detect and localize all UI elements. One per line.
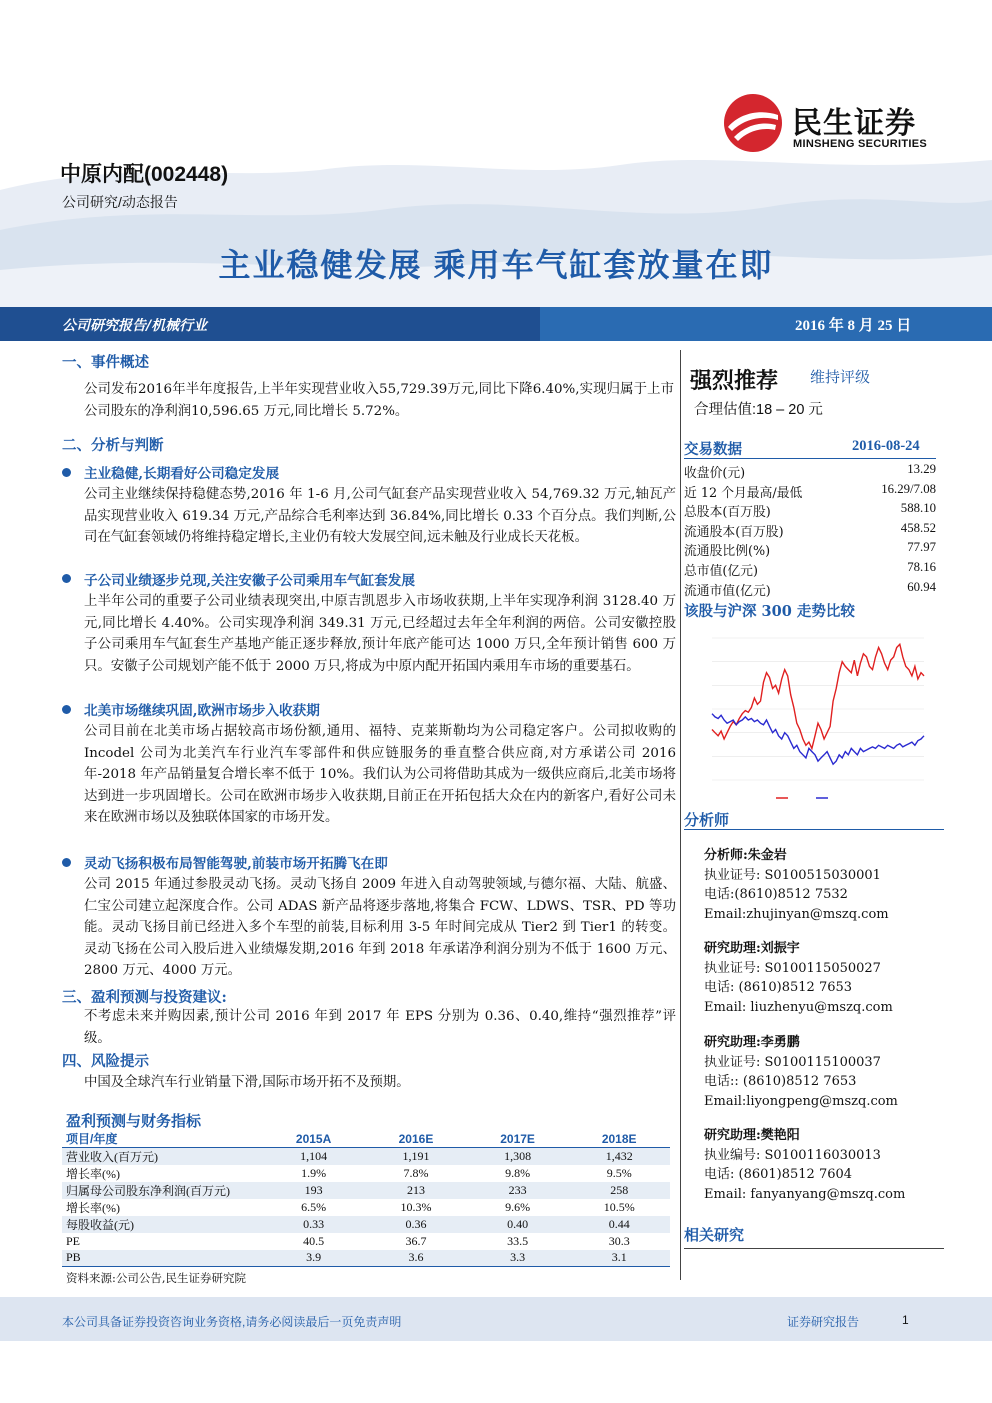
analyst-role: 研究助理:樊艳阳 xyxy=(704,1128,800,1143)
fair-value: 合理估值:18 – 20 元 xyxy=(694,402,823,418)
table-row xyxy=(62,1182,670,1199)
analyst-license: 执业证号: S0100115100037 xyxy=(704,1054,881,1070)
table-cell: 7.8% xyxy=(403,1166,429,1180)
logo-chinese-name: 民生证券 xyxy=(792,107,916,140)
table-cell: 1.9% xyxy=(301,1166,327,1180)
table-cell: 6.5% xyxy=(301,1200,327,1214)
table-cell: PE xyxy=(66,1233,81,1248)
page-number: 1 xyxy=(902,1313,909,1327)
table-cell: 1,432 xyxy=(568,1148,670,1166)
table-cell: 40.5 xyxy=(303,1233,325,1248)
analyst-block xyxy=(704,1126,905,1204)
trade-row-label: 近 12 个月最高/最低 xyxy=(684,485,803,501)
table-cell: 3.9 xyxy=(262,1250,365,1267)
table-header-cell: 2016E xyxy=(365,1130,467,1148)
analyst-role: 研究助理:刘振宇 xyxy=(704,941,800,956)
table-cell: 9.5% xyxy=(606,1166,632,1180)
analyst-phone: 电话: (8601)8512 7604 xyxy=(704,1167,853,1182)
trade-row-label: 流通股本(百万股) xyxy=(684,524,784,540)
rating-label: 强烈推荐 xyxy=(690,368,779,393)
table-cell: 归属母公司股东净利润(百万元) xyxy=(62,1182,262,1199)
table-row xyxy=(62,1250,670,1267)
table-row xyxy=(62,1216,670,1233)
company-name: 中原内配(002448) xyxy=(60,163,229,186)
table-cell: PB xyxy=(62,1250,262,1267)
trade-row xyxy=(684,540,936,560)
table-header-cell: 2017E xyxy=(467,1130,569,1148)
column-divider xyxy=(680,350,681,1280)
analyst-block xyxy=(704,846,889,924)
table-cell: 1,308 xyxy=(467,1148,569,1166)
analyst-phone: 电话:(8610)8512 7532 xyxy=(704,887,848,902)
analyst-block xyxy=(704,1033,898,1111)
analyst-email: Email: fanyanyang@mszq.com xyxy=(704,1186,906,1202)
analyst-license: 执业证号: S0100515030001 xyxy=(704,867,881,883)
trade-row-value: 78.16 xyxy=(907,560,936,574)
table-cell: 10.3% xyxy=(400,1200,432,1214)
table-cell: 营业收入(百万元) xyxy=(62,1148,262,1166)
table-cell: 0.44 xyxy=(568,1216,670,1233)
trade-data-date: 2016-08-24 xyxy=(852,438,920,454)
table-row xyxy=(62,1233,670,1250)
trade-row-value: 458.52 xyxy=(900,520,936,535)
table-row xyxy=(62,1199,670,1216)
analyst-phone: 电话: (8610)8512 7653 xyxy=(704,980,853,995)
table-cell: 36.7 xyxy=(405,1233,427,1248)
table-cell: 213 xyxy=(365,1182,467,1199)
analyst-section-title: 分析师 xyxy=(684,811,730,829)
analyst-role: 分析师:朱金岩 xyxy=(704,848,787,863)
bullet-dot xyxy=(62,574,71,583)
table-row xyxy=(62,1148,670,1166)
trade-row xyxy=(684,580,936,600)
table-cell: 1,191 xyxy=(365,1148,467,1166)
trade-row xyxy=(684,521,936,541)
chart-background xyxy=(688,630,936,810)
trade-row-value: 13.29 xyxy=(907,462,936,476)
trade-row-label: 总股本(百万股) xyxy=(684,505,771,521)
table-source: 资料来源:公司公告,民生证券研究院 xyxy=(66,1271,247,1285)
table-cell: 258 xyxy=(568,1182,670,1199)
trade-row xyxy=(684,482,936,502)
analyst-license: 执业证号: S0100115050027 xyxy=(704,960,881,976)
table-cell: 3.3 xyxy=(467,1250,569,1267)
bullet-2-title: 子公司业绩逐步兑现,关注安徽子公司乘用车气缸套发展 xyxy=(84,573,415,589)
analyst-email: Email:liyongpeng@mszq.com xyxy=(704,1093,898,1109)
table-cell: 0.40 xyxy=(467,1216,569,1233)
financial-table xyxy=(62,1130,670,1267)
trade-data-title: 交易数据 xyxy=(684,441,742,458)
table-row xyxy=(62,1165,670,1182)
analyst-block xyxy=(704,939,893,1017)
table-header-row xyxy=(62,1130,670,1148)
bullet-dot xyxy=(62,705,71,714)
table-cell: 10.5% xyxy=(603,1200,635,1214)
report-date: 2016 年 8 月 25 日 xyxy=(795,318,912,334)
trade-row-value: 60.94 xyxy=(907,579,936,594)
bullet-2-paragraph: 上半年公司的重要子公司业绩表现突出,中原吉凯恩步入市场收获期,上半年实现净利润 3128.40 万元,同比增长 4.40%。公司实现净利润 349.31 万元,已经超过去年全年利润的两倍。公司安徽控股子公司乘用车气缸套生产基地产能正逐步释放,预计年底产能可达 1000 万只,全年预计销售 600 万只。安徽子公司规划产能不低于 2000 万只,将成为中原内配开拓国内乘用车市场的重要基石。 xyxy=(84,594,676,674)
bullet-3-paragraph: 公司目前在北美市场占据较高市场份额,通用、福特、克莱斯勒均为公司稳定客户。公司拟收购的 Incodel 公司为北美汽车行业汽车零部件和供应链服务的垂直整合供应商,对方承诺公司 2016 年-2018 年产品销量复合增长率不低于 10%。我们认为公司将借助其成为一级供应商后,北美市场将达到进一步巩固增长。公司在欧洲市场步入收获期,目前正在开拓包括大众在内的新客户,看好公司未来在欧洲市场以及独联体国家的市场开发。 xyxy=(84,724,676,825)
related-research-title: 相关研究 xyxy=(684,1226,745,1244)
chart-title: 该股与沪深 300 走势比较 xyxy=(684,603,855,620)
bullet-4-title: 灵动飞扬积极布局智能驾驶,前装市场开拓腾飞在即 xyxy=(84,856,388,872)
table-cell: 3.1 xyxy=(568,1250,670,1267)
trade-row-label: 流通股比例(%) xyxy=(684,544,771,560)
trade-row xyxy=(684,560,936,580)
section-4-title: 四、风险提示 xyxy=(62,1053,149,1070)
trade-row-value: 588.10 xyxy=(900,501,936,516)
trade-data-rule xyxy=(684,458,936,459)
table-cell: 33.5 xyxy=(507,1233,529,1248)
footer-disclaimer: 本公司具备证券投资咨询业务资格,请务必阅读最后一页免责声明 xyxy=(62,1315,402,1329)
table-title: 盈利预测与财务指标 xyxy=(66,1112,202,1130)
trade-row-label: 收盘价(元) xyxy=(684,466,746,481)
table-cell: 30.3 xyxy=(608,1233,630,1248)
analyst-rule xyxy=(684,829,944,830)
bullet-3-title: 北美市场继续巩固,欧洲市场步入收获期 xyxy=(84,703,320,719)
table-cell: 增长率(%) xyxy=(66,1167,120,1181)
bullet-1-title: 主业稳健,长期看好公司稳定发展 xyxy=(84,466,280,482)
analyst-email: Email: liuzhenyu@mszq.com xyxy=(704,999,893,1015)
table-cell: 193 xyxy=(262,1182,365,1199)
report-category: 公司研究报告/机械行业 xyxy=(62,318,208,334)
table-cell: 1,104 xyxy=(262,1148,365,1166)
section-3-title: 三、盈利预测与投资建议: xyxy=(62,989,227,1006)
table-cell: 0.33 xyxy=(262,1216,365,1233)
section-3-paragraph: 不考虑未来并购因素,预计公司 2016 年到 2017 年 EPS 分别为 0.36、0.40,维持“强烈推荐”评级。 xyxy=(84,1009,676,1046)
analyst-role: 研究助理:李勇鹏 xyxy=(704,1035,800,1050)
rating-maintain: 维持评级 xyxy=(810,369,871,386)
report-subtype: 公司研究/动态报告 xyxy=(62,194,178,210)
report-headline: 主业稳健发展 乘用车气缸套放量在即 xyxy=(218,247,774,283)
bullet-dot xyxy=(62,858,71,867)
trade-row-value: 16.29/7.08 xyxy=(881,481,936,496)
bullet-1-paragraph: 公司主业继续保持稳健态势,2016 年 1-6 月,公司气缸套产品实现营业收入 54,769.32 万元,轴瓦产品实现营业收入 619.34 万元,产品综合毛利率达到 36.84%,同比增长 0.33 个百分点。我们判断,公司在气缸套领域仍将维持稳定增长,主业仍有较大发展空间,远未触及行业成长天花板。 xyxy=(84,487,676,545)
table-cell: 9.8% xyxy=(505,1166,531,1180)
section-2-title: 二、分析与判断 xyxy=(62,437,164,454)
table-cell: 9.6% xyxy=(505,1200,531,1214)
trade-row-label: 流通市值(亿元) xyxy=(684,583,771,599)
trade-row xyxy=(684,501,936,521)
trade-row-label: 总市值(亿元) xyxy=(684,564,758,579)
bullet-4-paragraph: 公司 2015 年通过参股灵动飞扬。灵动飞扬自 2009 年进入自动驾驶领域,与德尔福、大陆、航盛、仁宝公司建立起深度合作。公司 ADAS 新产品将逐步落地,将集合 FCW、LDWS、TSR、PD 等功能。灵动飞扬目前已经进入多个车型的前装,目标利用 3-5 年时间完成从 Tier2 到 Tier1 的转变。灵动飞扬在公司入股后进入业绩爆发期,2016 年到 2018 年承诺净利润分别为不低于 1600 万元、2800 万元、4000 万元。 xyxy=(84,877,676,978)
table-header-cell: 2015A xyxy=(262,1130,365,1148)
trade-row-value: 77.97 xyxy=(907,540,936,555)
table-cell: 0.36 xyxy=(365,1216,467,1233)
related-rule xyxy=(684,1248,944,1249)
section-1-title: 一、事件概述 xyxy=(62,354,149,371)
section-4-paragraph: 中国及全球汽车行业销量下滑,国际市场开拓不及预期。 xyxy=(84,1075,410,1090)
table-cell: 增长率(%) xyxy=(66,1201,120,1215)
table-cell: 3.6 xyxy=(365,1250,467,1267)
minsheng-logo-icon xyxy=(720,93,786,153)
bullet-dot xyxy=(62,468,71,477)
table-cell: 每股收益(元) xyxy=(62,1216,262,1233)
analyst-license: 执业编号: S0100116030013 xyxy=(704,1147,881,1163)
section-1-paragraph: 公司发布2016年半年度报告,上半年实现营业收入55,729.39万元,同比下降6.40%,实现归属于上市公司股东的净利润10,596.65 万元,同比增长 5.72%。 xyxy=(84,382,674,419)
stock-vs-index-chart xyxy=(688,630,936,810)
table-header-cell: 项目/年度 xyxy=(62,1130,262,1148)
table-cell: 233 xyxy=(467,1182,569,1199)
footer-report-type: 证券研究报告 xyxy=(787,1315,860,1329)
logo-english-name: MINSHENG SECURITIES xyxy=(793,138,928,150)
analyst-email: Email:zhujinyan@mszq.com xyxy=(704,906,889,922)
table-header-cell: 2018E xyxy=(568,1130,670,1148)
analyst-phone: 电话:: (8610)8512 7653 xyxy=(704,1074,857,1089)
trade-row xyxy=(684,462,936,482)
